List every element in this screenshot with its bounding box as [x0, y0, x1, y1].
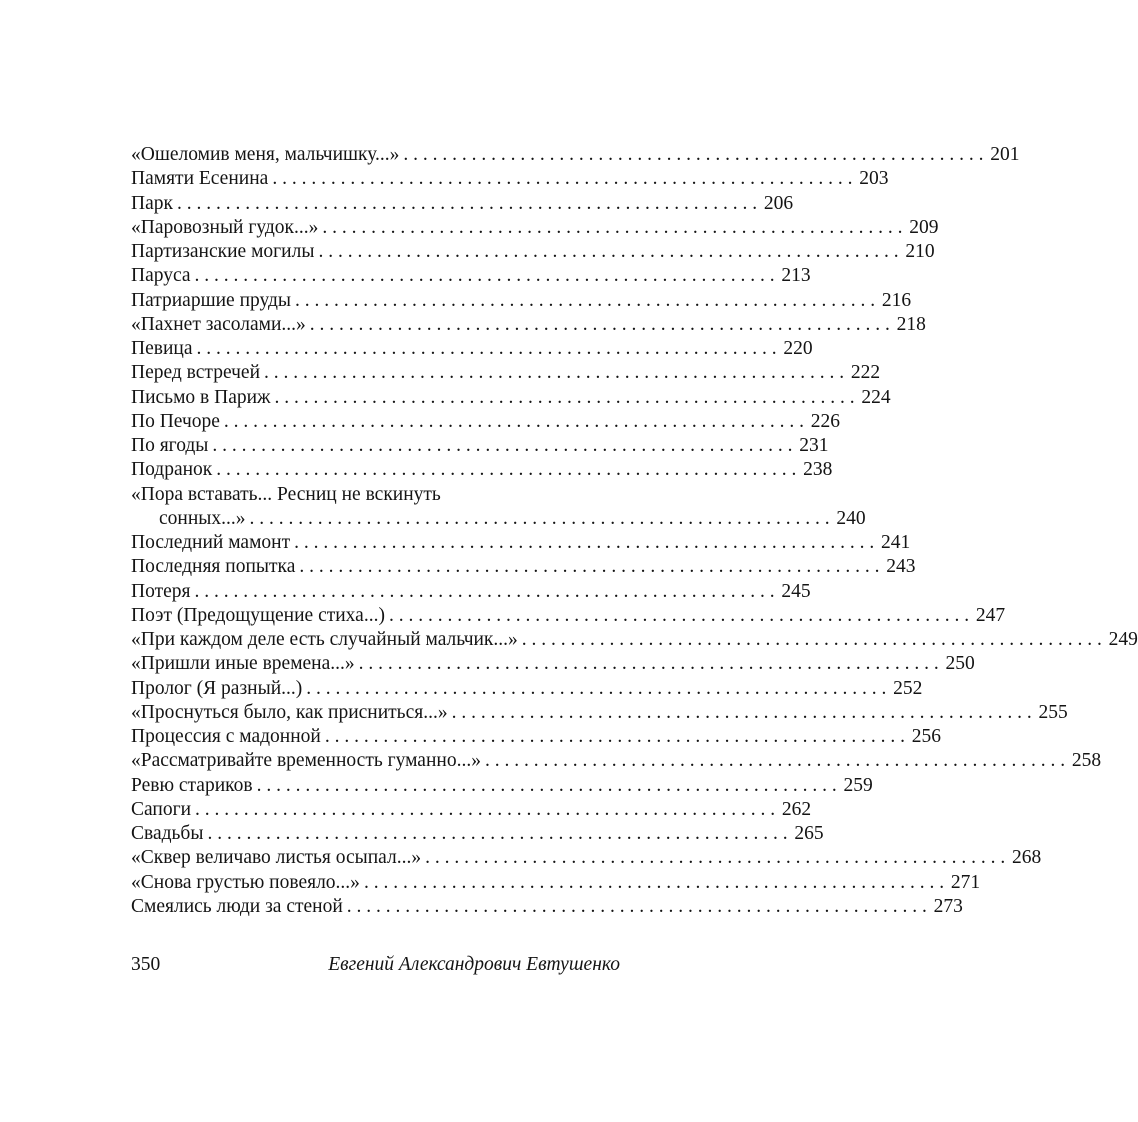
- toc-entry-title: Подранок: [131, 459, 213, 481]
- toc-entry-title: «Пришли иные времена...»: [131, 653, 355, 675]
- toc-entry-title: Потеря: [131, 580, 191, 602]
- toc-entry-title: «Пора вставать... Ресниц не вскинуть: [131, 483, 441, 505]
- dot-leader: . . . . . . . . . . . . . . . . . . . . . . . . . . . . . . . . . . . . . . . . . . . . . . . . . . . . . . . . . . . .: [299, 556, 880, 578]
- toc-entry-page: 262: [781, 798, 812, 820]
- dot-leader: . . . . . . . . . . . . . . . . . . . . . . . . . . . . . . . . . . . . . . . . . . . . . . . . . . . . . . . . . . . .: [249, 507, 830, 529]
- toc-entry-title: Поэт (Предощущение стиха...): [131, 604, 385, 626]
- toc-entry-title: Патриаршие пруды: [131, 289, 292, 311]
- toc-entry: [131, 774, 873, 798]
- toc-entry-title: Процессия с мадонной: [131, 726, 321, 747]
- dot-leader: . . . . . . . . . . . . . . . . . . . . . . . . . . . . . . . . . . . . . . . . . . . . . . . . . . . . . . . . . . . .: [264, 362, 845, 384]
- toc-entry-page: 256: [911, 726, 941, 747]
- dot-leader: . . . . . . . . . . . . . . . . . . . . . . . . . . . . . . . . . . . . . . . . . . . . . . . . . . . . . . . . . . . .: [256, 774, 837, 796]
- dot-leader: . . . . . . . . . . . . . . . . . . . . . . . . . . . . . . . . . . . . . . . . . . . . . . . . . . . . . . . . . . . .: [346, 895, 927, 917]
- toc-entry: [131, 628, 1138, 652]
- dot-leader: . . . . . . . . . . . . . . . . . . . . . . . . . . . . . . . . . . . . . . . . . . . . . . . . . . . . . . . . . . . .: [358, 653, 939, 675]
- dot-leader: . . . . . . . . . . . . . . . . . . . . . . . . . . . . . . . . . . . . . . . . . . . . . . . . . . . . . . . . . . . .: [451, 701, 1032, 723]
- toc-entry-title: «При каждом деле есть случайный мальчик...»: [131, 629, 518, 650]
- toc-entry-title: «Паровозный гудок...»: [131, 216, 319, 238]
- toc-entry: [131, 871, 981, 895]
- toc-entry-title: «Снова грустью повеяло...»: [131, 871, 360, 893]
- toc-entry-page: 252: [893, 677, 923, 699]
- toc-entry-page: 241: [881, 532, 911, 553]
- dot-leader: . . . . . . . . . . . . . . . . . . . . . . . . . . . . . . . . . . . . . . . . . . . . . . . . . . . . . . . . . . . .: [318, 241, 899, 262]
- dot-leader: . . . . . . . . . . . . . . . . . . . . . . . . . . . . . . . . . . . . . . . . . . . . . . . . . . . . . . . . . . . .: [388, 604, 970, 626]
- toc-entry: [131, 434, 829, 458]
- toc-entry-title: По ягоды: [131, 435, 209, 456]
- toc-entry-page: 245: [781, 580, 811, 602]
- toc-entry-title: Паруса: [131, 265, 191, 287]
- toc-entry-title: «Сквер величаво листья осыпал...»: [131, 847, 422, 869]
- toc-entry-page: 222: [850, 362, 881, 384]
- toc-entry-page: 271: [950, 871, 981, 893]
- dot-leader: . . . . . . . . . . . . . . . . . . . . . . . . . . . . . . . . . . . . . . . . . . . . . . . . . . . . . . . . . . . .: [484, 750, 1066, 772]
- toc-entry-page: 258: [1071, 750, 1102, 772]
- toc-entry-page: 249: [1108, 629, 1138, 650]
- toc-entry: [131, 337, 813, 361]
- toc-entry: [131, 749, 1102, 773]
- dot-leader: . . . . . . . . . . . . . . . . . . . . . . . . . . . . . . . . . . . . . . . . . . . . . . . . . . . . . . . . . . . .: [223, 410, 805, 432]
- toc-entry: [131, 361, 881, 385]
- toc-entry-title: Партизанские могилы: [131, 241, 315, 262]
- dot-leader: . . . . . . . . . . . . . . . . . . . . . . . . . . . . . . . . . . . . . . . . . . . . . . . . . . . . . . . . . . . .: [309, 313, 890, 335]
- toc-entry-page: 255: [1038, 701, 1068, 723]
- toc-entry-title: По Печоре: [131, 410, 220, 432]
- toc-entry-page: 268: [1012, 847, 1042, 869]
- toc-entry: [131, 677, 923, 701]
- toc-entry-title: «Проснуться было, как присниться...»: [131, 701, 448, 723]
- toc-entry-page: 240: [836, 507, 866, 529]
- toc-entry-page: 206: [763, 192, 794, 214]
- toc-entry: [131, 386, 891, 410]
- dot-leader: . . . . . . . . . . . . . . . . . . . . . . . . . . . . . . . . . . . . . . . . . . . . . . . . . . . . . . . . . . . .: [363, 871, 945, 893]
- toc-entry-page: 209: [909, 216, 939, 238]
- toc-entry-page: 220: [783, 338, 813, 359]
- toc-entry-title: Свадьбы: [131, 823, 204, 844]
- toc-entry: [131, 216, 939, 240]
- dot-leader: . . . . . . . . . . . . . . . . . . . . . . . . . . . . . . . . . . . . . . . . . . . . . . . . . . . . . . . . . . . .: [196, 338, 777, 359]
- table-of-contents: [131, 143, 1138, 919]
- toc-entry-page: 273: [933, 895, 963, 917]
- toc-entry-title: Пролог (Я разный...): [131, 677, 303, 699]
- toc-entry: [131, 701, 1068, 725]
- dot-leader: . . . . . . . . . . . . . . . . . . . . . . . . . . . . . . . . . . . . . . . . . . . . . . . . . . . . . . . . . . . .: [521, 629, 1102, 650]
- toc-entry-title: Письмо в Париж: [131, 386, 271, 408]
- toc-entry: [131, 846, 1042, 870]
- dot-leader: . . . . . . . . . . . . . . . . . . . . . . . . . . . . . . . . . . . . . . . . . . . . . . . . . . . . . . . . . . . .: [274, 386, 855, 408]
- page-footer: [131, 954, 620, 976]
- toc-entry: [131, 167, 889, 191]
- toc-entry: [131, 580, 811, 604]
- toc-entry-page: 226: [810, 410, 841, 432]
- toc-entry-title: Перед встречей: [131, 362, 261, 384]
- toc-entry-title: Певица: [131, 338, 193, 359]
- toc-entry-page: 218: [896, 313, 926, 335]
- toc-entry-page: 243: [886, 556, 916, 578]
- toc-entry-page: 238: [803, 459, 833, 481]
- toc-entry-title: Последняя попытка: [131, 556, 296, 578]
- toc-entry-page: 247: [975, 604, 1006, 626]
- toc-entry-page: 250: [945, 653, 975, 675]
- toc-entry-page: 231: [799, 435, 829, 456]
- toc-entry: [131, 531, 911, 555]
- toc-entry-title: «Пахнет засолами...»: [131, 313, 306, 335]
- toc-entry: [131, 822, 824, 846]
- dot-leader: . . . . . . . . . . . . . . . . . . . . . . . . . . . . . . . . . . . . . . . . . . . . . . . . . . . . . . . . . . . .: [294, 532, 875, 553]
- dot-leader: . . . . . . . . . . . . . . . . . . . . . . . . . . . . . . . . . . . . . . . . . . . . . . . . . . . . . . . . . . . .: [324, 726, 905, 747]
- toc-entry: [131, 798, 812, 822]
- toc-entry-title: Ревю стариков: [131, 774, 253, 796]
- toc-entry-title-continuation: сонных...»: [159, 507, 246, 529]
- toc-entry-title: «Ошеломив меня, мальчишку...»: [131, 144, 400, 165]
- toc-entry: [131, 313, 926, 337]
- toc-entry-title: Памяти Есенина: [131, 168, 269, 190]
- toc-entry-page: 213: [781, 265, 811, 287]
- toc-entry-wrapped: [131, 483, 866, 532]
- dot-leader: . . . . . . . . . . . . . . . . . . . . . . . . . . . . . . . . . . . . . . . . . . . . . . . . . . . . . . . . . . . .: [272, 168, 853, 190]
- dot-leader: . . . . . . . . . . . . . . . . . . . . . . . . . . . . . . . . . . . . . . . . . . . . . . . . . . . . . . . . . . . .: [207, 823, 788, 844]
- toc-entry: [131, 555, 916, 579]
- running-footer-author: Евгений Александрович Евтушенко: [328, 954, 620, 975]
- toc-entry-title: Смеялись люди за стеной: [131, 895, 343, 917]
- toc-entry: [131, 652, 975, 676]
- toc-entry-page: 201: [990, 144, 1020, 165]
- toc-entry-title: Последний мамонт: [131, 532, 291, 553]
- toc-entry: [131, 604, 1006, 628]
- toc-entry-continuation: [131, 507, 866, 531]
- toc-entry: [131, 264, 811, 288]
- toc-entry: [131, 410, 841, 434]
- toc-entry-page: 210: [905, 241, 935, 262]
- toc-entry: [131, 458, 833, 482]
- toc-entry: [131, 895, 963, 919]
- toc-entry: [131, 192, 794, 216]
- dot-leader: . . . . . . . . . . . . . . . . . . . . . . . . . . . . . . . . . . . . . . . . . . . . . . . . . . . . . . . . . . . .: [216, 459, 797, 481]
- toc-entry: [131, 725, 941, 749]
- dot-leader: . . . . . . . . . . . . . . . . . . . . . . . . . . . . . . . . . . . . . . . . . . . . . . . . . . . . . . . . . . . .: [212, 435, 793, 456]
- toc-entry-title: Сапоги: [131, 798, 192, 820]
- toc-entry: [131, 143, 1020, 167]
- toc-entry-page: 259: [843, 774, 873, 796]
- dot-leader: . . . . . . . . . . . . . . . . . . . . . . . . . . . . . . . . . . . . . . . . . . . . . . . . . . . . . . . . . . . .: [295, 289, 876, 311]
- toc-entry-title: «Рассматривайте временность гуманно...»: [131, 750, 481, 772]
- dot-leader: . . . . . . . . . . . . . . . . . . . . . . . . . . . . . . . . . . . . . . . . . . . . . . . . . . . . . . . . . . . .: [306, 677, 887, 699]
- dot-leader: . . . . . . . . . . . . . . . . . . . . . . . . . . . . . . . . . . . . . . . . . . . . . . . . . . . . . . . . . . . .: [403, 144, 984, 165]
- toc-entry: [131, 240, 935, 264]
- toc-entry: [131, 289, 912, 313]
- dot-leader: . . . . . . . . . . . . . . . . . . . . . . . . . . . . . . . . . . . . . . . . . . . . . . . . . . . . . . . . . . . .: [322, 216, 903, 238]
- toc-entry-page: 203: [859, 168, 889, 190]
- toc-entry-title: Парк: [131, 192, 173, 214]
- dot-leader: . . . . . . . . . . . . . . . . . . . . . . . . . . . . . . . . . . . . . . . . . . . . . . . . . . . . . . . . . . . .: [194, 265, 775, 287]
- dot-leader: . . . . . . . . . . . . . . . . . . . . . . . . . . . . . . . . . . . . . . . . . . . . . . . . . . . . . . . . . . . .: [425, 847, 1006, 869]
- toc-entry-page: 224: [861, 386, 891, 408]
- page-number: 350: [131, 954, 161, 975]
- dot-leader: . . . . . . . . . . . . . . . . . . . . . . . . . . . . . . . . . . . . . . . . . . . . . . . . . . . . . . . . . . . .: [176, 192, 758, 214]
- toc-entry-page: 265: [794, 823, 824, 844]
- toc-entry-page: 216: [881, 289, 912, 311]
- dot-leader: . . . . . . . . . . . . . . . . . . . . . . . . . . . . . . . . . . . . . . . . . . . . . . . . . . . . . . . . . . . .: [195, 798, 776, 820]
- dot-leader: . . . . . . . . . . . . . . . . . . . . . . . . . . . . . . . . . . . . . . . . . . . . . . . . . . . . . . . . . . . .: [194, 580, 775, 602]
